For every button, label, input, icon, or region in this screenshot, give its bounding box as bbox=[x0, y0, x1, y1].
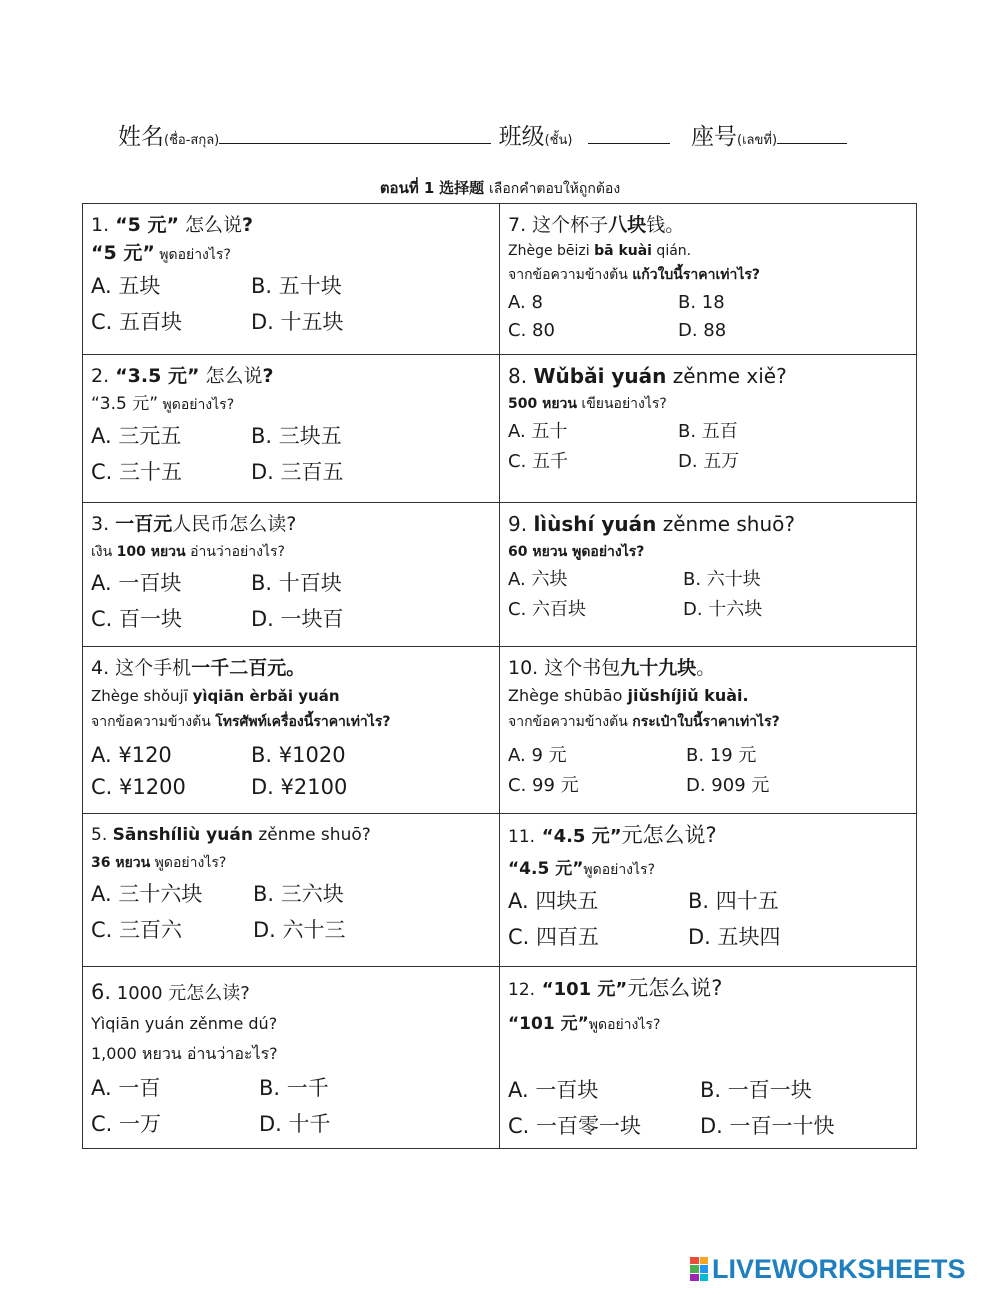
class-sub-label: (ชั้น) bbox=[544, 133, 573, 148]
name-label: 姓名 bbox=[118, 124, 164, 150]
option-d[interactable]: D. ¥2100 bbox=[251, 775, 348, 799]
class-field[interactable] bbox=[588, 121, 670, 144]
option-a[interactable]: A. 三元五 bbox=[91, 424, 182, 448]
option-a[interactable]: A. 六块 bbox=[508, 569, 568, 590]
section-title bbox=[0, 176, 1000, 200]
option-d[interactable]: D. 一百一十快 bbox=[700, 1114, 835, 1138]
question-9: 9. lìùshí yuán zěnme shuō? 60 หยวน พูดอย่างไร? A. 六块 B. 六十块 C. 六百块 D. 十六块 bbox=[500, 503, 917, 647]
option-b[interactable]: B. 四十五 bbox=[688, 889, 779, 913]
option-b[interactable]: B. 18 bbox=[678, 292, 725, 313]
option-c[interactable]: C. ¥1200 bbox=[91, 775, 186, 799]
option-a[interactable]: A. 一百块 bbox=[91, 571, 182, 595]
option-b[interactable]: B. 三块五 bbox=[251, 424, 342, 448]
option-c[interactable]: C. 99 元 bbox=[508, 775, 579, 796]
section-part: ตอนที่ 1 bbox=[379, 179, 435, 197]
option-a[interactable]: A. 9 元 bbox=[508, 745, 567, 766]
question-8: 8. Wǔbǎi yuán zěnme xiě? 500 หยวน เขียนอย่างไร? A. 五十 B. 五百 C. 五千 D. 五万 bbox=[500, 355, 917, 503]
option-c[interactable]: C. 三百六 bbox=[91, 918, 183, 942]
option-c[interactable]: C. 百一块 bbox=[91, 607, 183, 631]
question-1: 1. “5 元” 怎么说? “5 元” พูดอย่างไร? A. 五块 B. 五十块 C. 五百块 D. 十五块 bbox=[83, 204, 500, 355]
option-c[interactable]: C. 四百五 bbox=[508, 925, 600, 949]
question-grid bbox=[82, 203, 917, 1149]
question-5: 5. Sānshíliù yuán zěnme shuō? 36 หยวน พูดอย่างไร? A. 三十六块 B. 三六块 C. 三百六 D. 六十三 bbox=[83, 814, 500, 967]
seat-label: 座号 bbox=[691, 124, 738, 150]
option-d[interactable]: D. 909 元 bbox=[686, 775, 770, 796]
option-d[interactable]: D. 五万 bbox=[678, 451, 740, 472]
option-a[interactable]: A. 五块 bbox=[91, 274, 161, 298]
student-info-header bbox=[118, 118, 898, 158]
option-b[interactable]: B. ¥1020 bbox=[251, 743, 346, 767]
option-a[interactable]: A. ¥120 bbox=[91, 743, 172, 767]
option-b[interactable]: B. 五十块 bbox=[251, 274, 342, 298]
option-a[interactable]: A. 一百 bbox=[91, 1076, 161, 1100]
liveworksheets-logo bbox=[690, 1252, 990, 1286]
option-d[interactable]: D. 88 bbox=[678, 320, 727, 341]
name-field[interactable] bbox=[219, 121, 491, 144]
option-a[interactable]: A. 四块五 bbox=[508, 889, 599, 913]
section-heading: 选择题 bbox=[439, 179, 485, 197]
question-3: 3. 一百元人民币怎么读? เงิน 100 หยวน อ่านว่าอย่างไร? A. 一百块 B. 十百块 C. 百一块 D. 一块百 bbox=[83, 503, 500, 647]
option-b[interactable]: B. 五百 bbox=[678, 421, 738, 442]
option-b[interactable]: B. 19 元 bbox=[686, 745, 757, 766]
brand-text: LIVEWORKSHEETS bbox=[712, 1253, 966, 1284]
option-d[interactable]: D. 十五块 bbox=[251, 310, 344, 334]
option-b[interactable]: B. 一百一块 bbox=[700, 1078, 812, 1102]
liveworksheets-icon bbox=[690, 1257, 708, 1281]
option-c[interactable]: C. 六百块 bbox=[508, 599, 587, 620]
option-a[interactable]: A. 一百块 bbox=[508, 1078, 599, 1102]
question-7: 7. 这个杯子八块钱。 Zhège bēizi bā kuài qián. จากข้อความข้างต้น แก้วใบนี้ราคาเท่าไร? A. 8 B. 18 C. 80 D. 88 bbox=[500, 204, 917, 355]
option-c[interactable]: C. 一百零一块 bbox=[508, 1114, 642, 1138]
option-c[interactable]: C. 五千 bbox=[508, 451, 569, 472]
option-d[interactable]: D. 一块百 bbox=[251, 607, 344, 631]
option-c[interactable]: C. 五百块 bbox=[91, 310, 183, 334]
question-10: 10. 这个书包九十九块。 Zhège shūbāo jiǔshíjiǔ kuài. จากข้อความข้างต้น กระเป๋าใบนี้ราคาเท่าไร? A. 9 元 B. 19 元 C. 99 元 D. 909 元 bbox=[500, 647, 917, 814]
option-a[interactable]: A. 三十六块 bbox=[91, 882, 203, 906]
question-12: 12. “101 元”元怎么说? “101 元”พูดอย่างไร? A. 一百块 B. 一百一块 C. 一百零一块 D. 一百一十快 bbox=[500, 967, 917, 1149]
option-d[interactable]: D. 六十三 bbox=[253, 918, 346, 942]
question-2: 2. “3.5 元” 怎么说? “3.5 元” พูดอย่างไร? A. 三元五 B. 三块五 C. 三十五 D. 三百五 bbox=[83, 355, 500, 503]
name-sub-label: (ชื่อ-สกุล) bbox=[164, 133, 220, 148]
section-instruction: เลือกคำตอบให้ถูกต้อง bbox=[488, 181, 621, 197]
option-b[interactable]: B. 三六块 bbox=[253, 882, 344, 906]
option-d[interactable]: D. 十六块 bbox=[683, 599, 763, 620]
option-a[interactable]: A. 五十 bbox=[508, 421, 568, 442]
seat-sub-label: (เลขที่) bbox=[737, 133, 778, 148]
option-c[interactable]: C. 三十五 bbox=[91, 460, 183, 484]
option-a[interactable]: A. 8 bbox=[508, 292, 543, 313]
seat-field[interactable] bbox=[777, 121, 847, 144]
option-d[interactable]: D. 十千 bbox=[259, 1112, 331, 1136]
option-b[interactable]: B. 十百块 bbox=[251, 571, 342, 595]
question-11: 11. “4.5 元”元怎么说? “4.5 元”พูดอย่างไร? A. 四块五 B. 四十五 C. 四百五 D. 五块四 bbox=[500, 814, 917, 967]
option-c[interactable]: C. 一万 bbox=[91, 1112, 162, 1136]
question-4: 4. 这个手机一千二百元。 Zhège shǒujī yìqiān èrbǎi yuán จากข้อความข้างต้น โทรศัพท์เครื่องนี้ราคาเท่าไร? A. ¥120 B. ¥1020 C. ¥1200 D. ¥2100 bbox=[83, 647, 500, 814]
question-6: 6. 1000 元怎么读? Yìqiān yuán zěnme dú? 1,000 หยวน อ่านว่าอะไร? A. 一百 B. 一千 C. 一万 D. 十千 bbox=[83, 967, 500, 1149]
option-d[interactable]: D. 五块四 bbox=[688, 925, 781, 949]
option-c[interactable]: C. 80 bbox=[508, 320, 555, 341]
class-label: 班级 bbox=[498, 124, 545, 150]
option-b[interactable]: B. 六十块 bbox=[683, 569, 761, 590]
option-d[interactable]: D. 三百五 bbox=[251, 460, 344, 484]
option-b[interactable]: B. 一千 bbox=[259, 1076, 329, 1100]
